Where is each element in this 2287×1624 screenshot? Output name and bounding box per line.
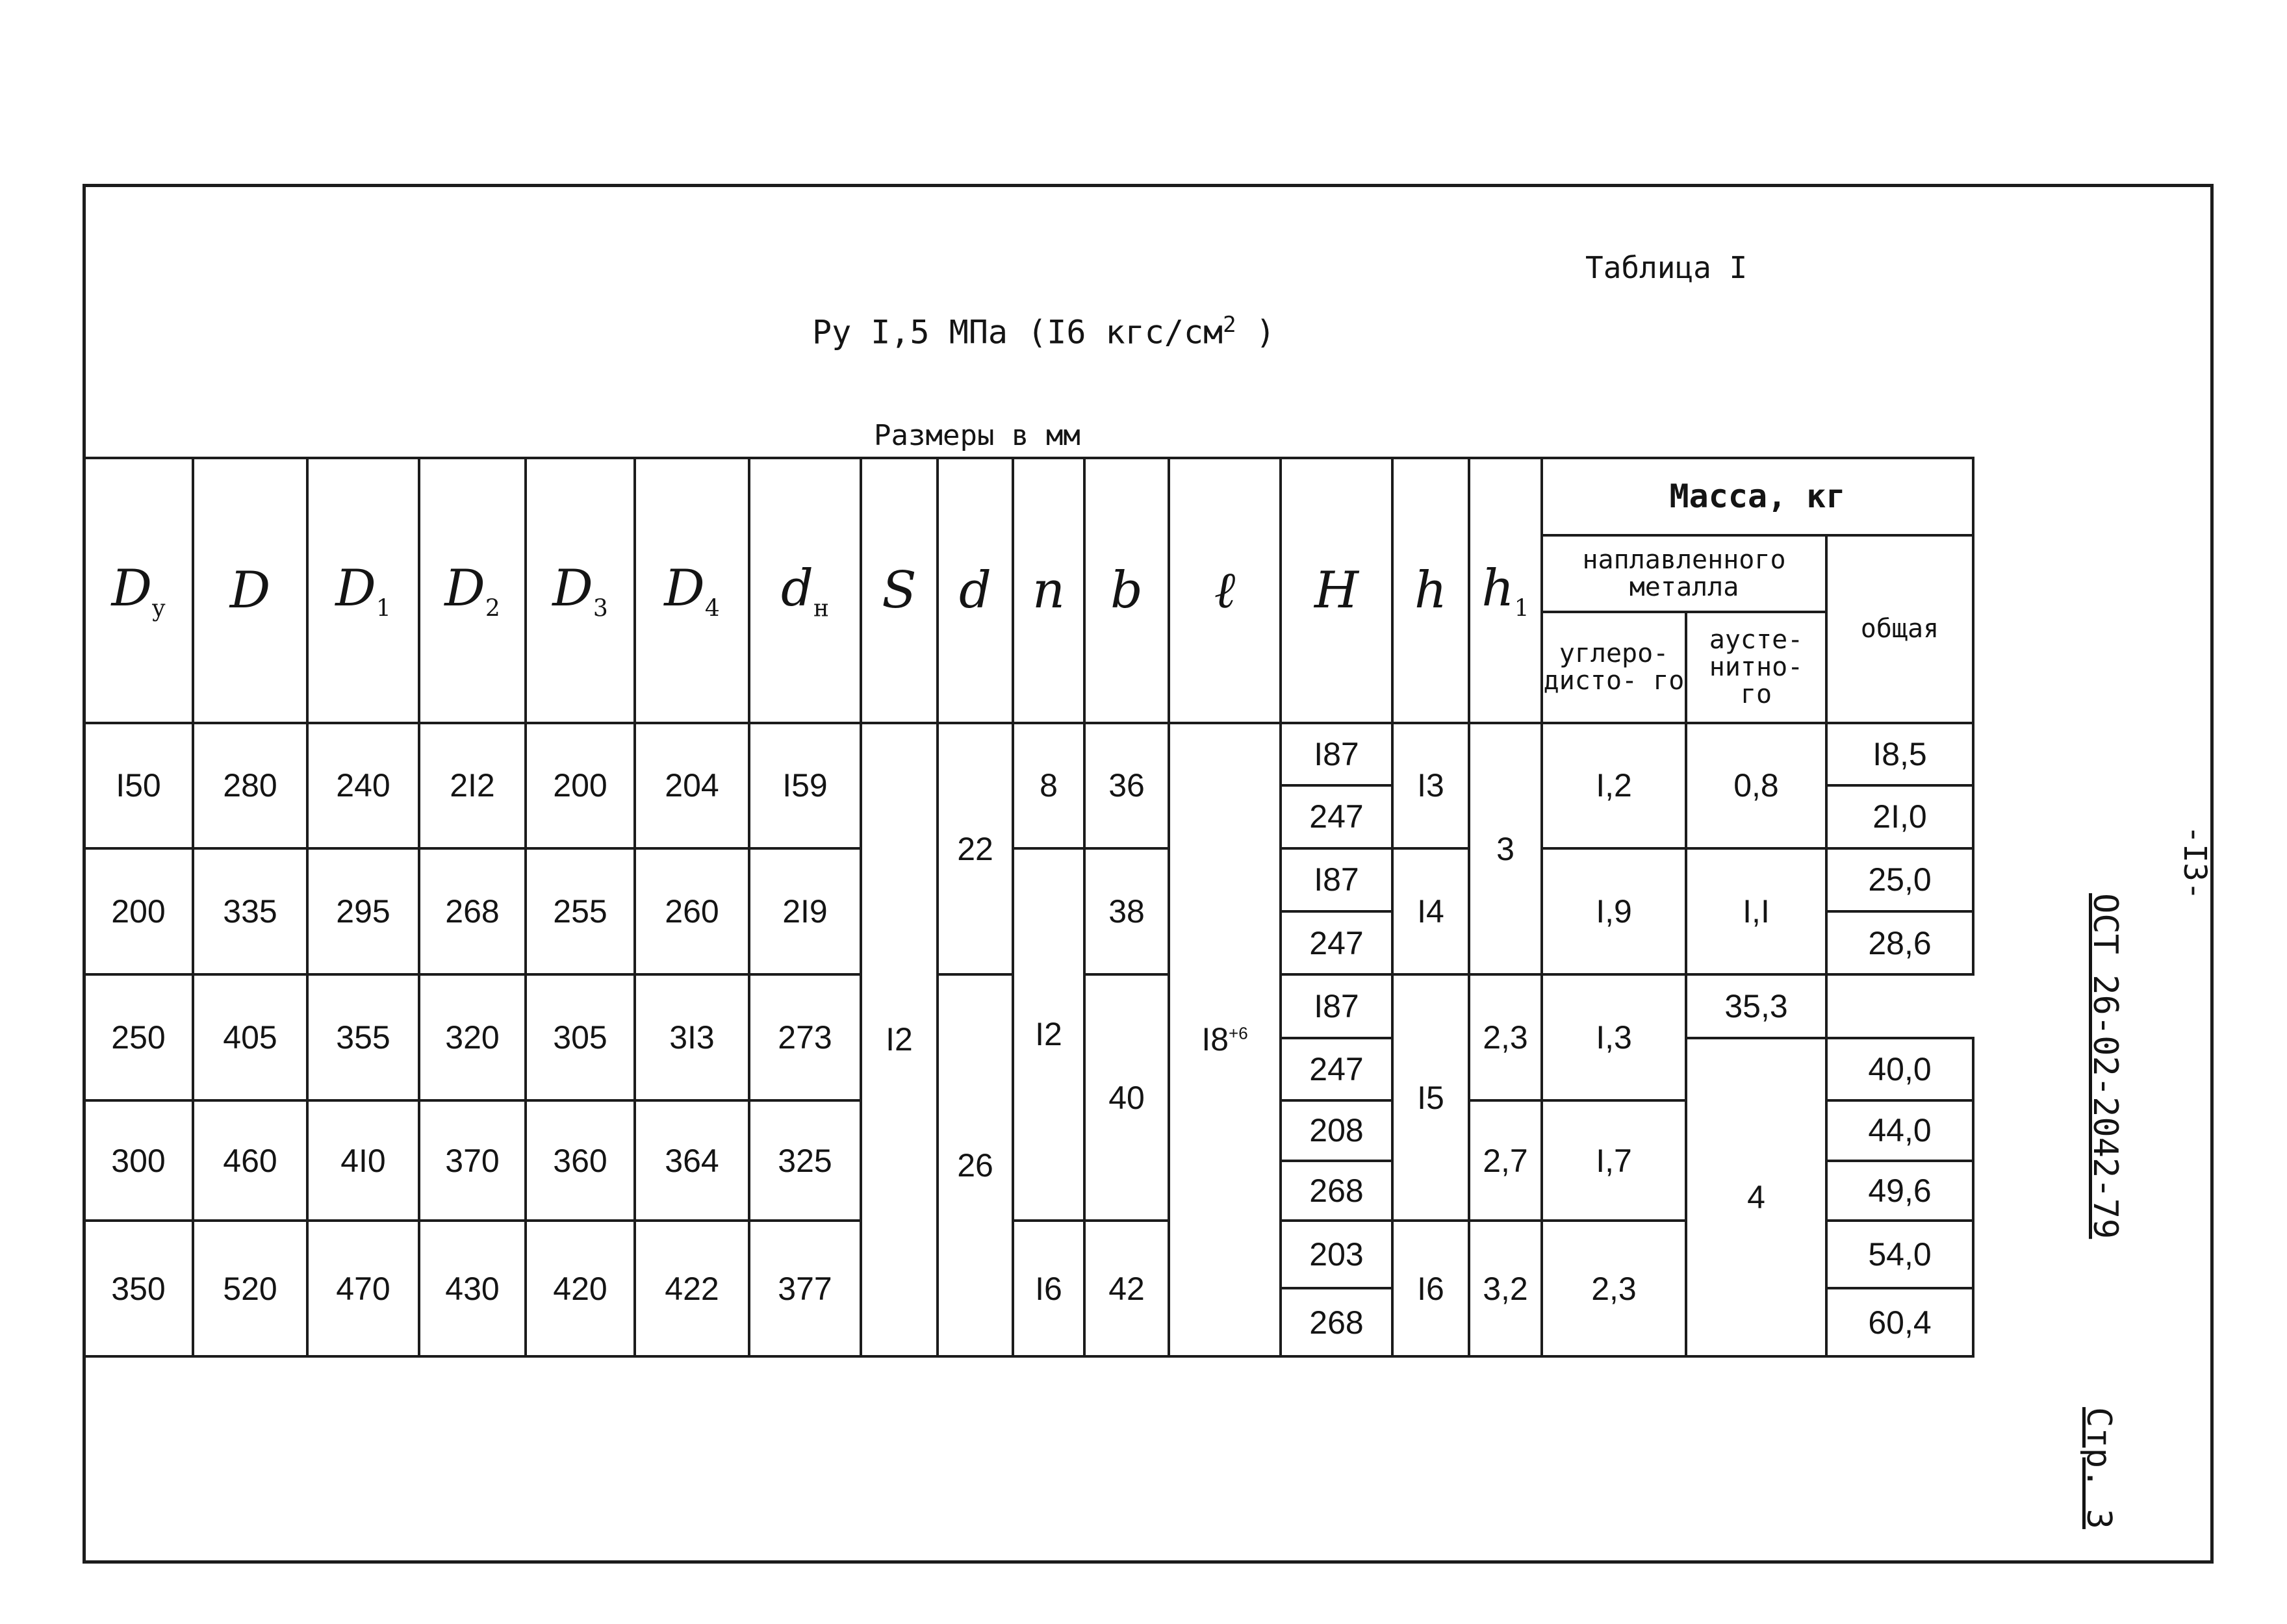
cell-b: 36 <box>1084 723 1169 848</box>
header-d2: $D_2$ <box>419 458 526 723</box>
cell-d2: 430 <box>419 1221 526 1356</box>
cell-dn: I59 <box>749 723 861 848</box>
cell-d1: 240 <box>307 723 419 848</box>
header-h: h <box>1392 458 1469 723</box>
header-dn: $d_н$ <box>749 458 861 723</box>
cell-mass-austenitic: I,I <box>1686 848 1826 975</box>
cell-b-merged: 40 <box>1084 974 1169 1221</box>
cell-dy: 350 <box>84 1221 193 1356</box>
header-dy: $D_y$ <box>84 458 193 723</box>
pressure-title: Ру I,5 МПа (I6 кгс/$см^2$ ) <box>812 312 1275 351</box>
cell-dy: I50 <box>84 723 193 848</box>
header-carbon: углеро- дисто- го <box>1542 612 1686 723</box>
dimensions-table <box>83 457 1974 1358</box>
cell-mass-total: 49,6 <box>1826 1161 1973 1221</box>
cell-h: I3 <box>1392 723 1469 848</box>
cell-mass-total: 54,0 <box>1826 1221 1973 1288</box>
cell-d3: 305 <box>526 974 635 1100</box>
cell-d3: 255 <box>526 848 635 975</box>
cell-h-upper: 268 <box>1281 1161 1392 1221</box>
cell-h-upper: 268 <box>1281 1288 1392 1356</box>
cell-h-upper: 247 <box>1281 1038 1392 1100</box>
cell-mass-carbon: I,2 <box>1542 723 1686 848</box>
cell-d1: 355 <box>307 974 419 1100</box>
cell-d2: 320 <box>419 974 526 1100</box>
cell-d2: 268 <box>419 848 526 975</box>
cell-d4: 204 <box>635 723 749 848</box>
cell-dy: 250 <box>84 974 193 1100</box>
cell-dy: 200 <box>84 848 193 975</box>
cell-mass-total: 28,6 <box>1826 911 1973 974</box>
header-d-hole: d <box>938 458 1013 723</box>
cell-mass-total: 44,0 <box>1826 1100 1973 1160</box>
cell-mass-austenitic: 0,8 <box>1686 723 1826 848</box>
standard-code: ОСТ 26-02-2042-79 <box>2086 893 2125 1239</box>
cell-b: 38 <box>1084 848 1169 975</box>
cell-d4: 422 <box>635 1221 749 1356</box>
cell-h1-a: 3 <box>1469 723 1542 975</box>
cell-mass-carbon: 2,7 <box>1469 1100 1542 1221</box>
cell-d: 280 <box>193 723 307 848</box>
cell-n-merged: I2 <box>1013 848 1084 1221</box>
cell-dy: 300 <box>84 1100 193 1221</box>
cell-d: 405 <box>193 974 307 1100</box>
cell-mass-total: 25,0 <box>1826 848 1973 911</box>
cell-h-upper: 247 <box>1281 785 1392 848</box>
header-h-upper: H <box>1281 458 1392 723</box>
cell-mass-austenitic: I,3 <box>1542 974 1686 1100</box>
header-mass: Масса, кг <box>1542 458 1973 535</box>
cell-d-hole-a: 22 <box>938 723 1013 975</box>
header-d4: $D_4$ <box>635 458 749 723</box>
cell-d2: 2I2 <box>419 723 526 848</box>
cell-dn: 273 <box>749 974 861 1100</box>
cell-d1: 295 <box>307 848 419 975</box>
cell-l-merged: $I8^{+6}$ <box>1169 723 1281 1356</box>
page-number: -I3- <box>2176 825 2213 900</box>
cell-d3: 200 <box>526 723 635 848</box>
header-l: ℓ <box>1169 458 1281 723</box>
cell-h1-b: 4 <box>1686 1038 1826 1356</box>
cell-mass-austenitic: I,7 <box>1542 1100 1686 1221</box>
cell-h-upper: 203 <box>1281 1221 1392 1288</box>
cell-d-hole-b: 26 <box>938 974 1013 1356</box>
header-h1: $h_1$ <box>1469 458 1542 723</box>
cell-h-upper: 247 <box>1281 911 1392 974</box>
cell-mass-total: 40,0 <box>1826 1038 1973 1100</box>
cell-h: I6 <box>1392 1221 1469 1356</box>
table-label: Таблица I <box>1585 250 1748 285</box>
cell-d4: 3I3 <box>635 974 749 1100</box>
cell-b: 42 <box>1084 1221 1169 1356</box>
cell-h: I4 <box>1392 848 1469 975</box>
cell-h-upper: 208 <box>1281 1100 1392 1160</box>
header-b: b <box>1084 458 1169 723</box>
cell-dn: 325 <box>749 1100 861 1221</box>
cell-n: 8 <box>1013 723 1084 848</box>
cell-d3: 360 <box>526 1100 635 1221</box>
cell-mass-carbon: 2,3 <box>1469 974 1542 1100</box>
page-label: Стр. 3 <box>2079 1407 2118 1529</box>
cell-mass-total: 35,3 <box>1686 974 1826 1037</box>
header-deposited: наплавленного металла <box>1542 535 1826 613</box>
cell-d1: 4I0 <box>307 1100 419 1221</box>
header-total: общая <box>1826 535 1973 723</box>
cell-s-merged: I2 <box>861 723 938 1356</box>
cell-d3: 420 <box>526 1221 635 1356</box>
header-d3: $D_3$ <box>526 458 635 723</box>
cell-d: 335 <box>193 848 307 975</box>
cell-n: I6 <box>1013 1221 1084 1356</box>
header-d1: $D_1$ <box>307 458 419 723</box>
units-caption: Размеры в мм <box>874 419 1080 452</box>
cell-h-upper: I87 <box>1281 974 1392 1037</box>
cell-h-upper: I87 <box>1281 723 1392 785</box>
cell-d: 460 <box>193 1100 307 1221</box>
cell-dn: 377 <box>749 1221 861 1356</box>
cell-mass-total: 2I,0 <box>1826 785 1973 848</box>
cell-h-upper: I87 <box>1281 848 1392 911</box>
cell-h-merged: I5 <box>1392 974 1469 1221</box>
header-d-outer: D <box>193 458 307 723</box>
header-s: S <box>861 458 938 723</box>
header-n: n <box>1013 458 1084 723</box>
cell-mass-carbon: I,9 <box>1542 848 1686 975</box>
cell-mass-carbon: 3,2 <box>1469 1221 1542 1356</box>
cell-d1: 470 <box>307 1221 419 1356</box>
cell-d4: 364 <box>635 1100 749 1221</box>
cell-d4: 260 <box>635 848 749 975</box>
header-austenitic: аусте- нитно- го <box>1686 612 1826 723</box>
cell-mass-total: I8,5 <box>1826 723 1973 785</box>
cell-d: 520 <box>193 1221 307 1356</box>
cell-mass-total: 60,4 <box>1826 1288 1973 1356</box>
cell-dn: 2I9 <box>749 848 861 975</box>
cell-d2: 370 <box>419 1100 526 1221</box>
cell-mass-austenitic: 2,3 <box>1542 1221 1686 1356</box>
